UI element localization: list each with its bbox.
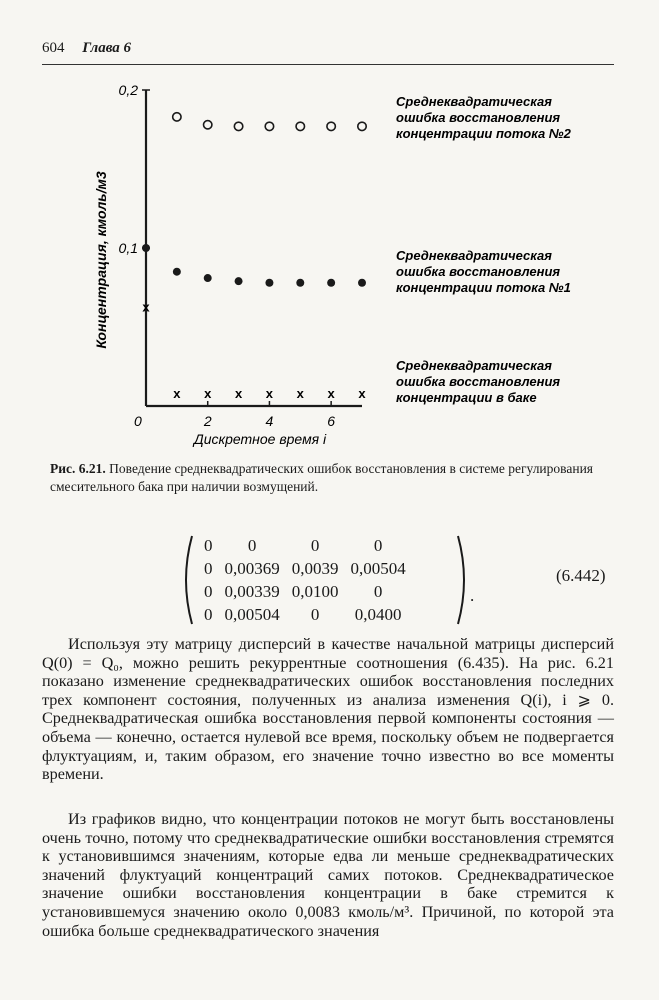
data-point-flow1 (296, 279, 304, 287)
matrix-cell: 0,00504 (350, 558, 406, 578)
matrix-cell: 0 (373, 535, 383, 555)
data-point-tank: x (234, 385, 243, 401)
y-tick-label: 0,2 (118, 82, 138, 98)
legend-line: Среднеквадратическая (396, 358, 552, 373)
data-point-flow2 (327, 122, 335, 130)
matrix-table (198, 534, 412, 626)
data-point-flow2 (173, 113, 181, 121)
matrix-cell: 0 (310, 535, 320, 555)
matrix-row (198, 534, 412, 557)
legend-line: концентрации потока №1 (396, 280, 571, 295)
data-point-tank: x (296, 385, 304, 401)
matrix-cell: 0,0400 (354, 604, 402, 624)
data-point-flow1 (327, 279, 335, 287)
data-point-flow1 (173, 268, 181, 276)
matrix-cell: 0 (247, 535, 257, 555)
data-point-tank: x (358, 385, 366, 401)
legend-line: ошибка восстановления (396, 264, 561, 279)
matrix-cell: 0,00369 (224, 558, 280, 578)
x-axis-label: Дискретное время i (193, 431, 327, 447)
page-header (42, 40, 131, 57)
data-point-flow2 (234, 122, 242, 130)
legend-line: ошибка восстановления (396, 374, 561, 389)
page-number: 604 (42, 40, 65, 56)
matrix-cell: 0 (204, 558, 213, 578)
data-point-tank: x (204, 385, 212, 401)
matrix-cell: 0,0039 (291, 558, 339, 578)
data-point-flow1 (204, 274, 212, 282)
data-point-flow1 (265, 279, 273, 287)
data-point-tank: x (173, 385, 181, 401)
variance-matrix (178, 534, 478, 626)
data-point-tank: x (265, 385, 274, 401)
matrix-row (198, 557, 412, 580)
matrix-row (198, 603, 412, 626)
data-point-tank: x (327, 385, 335, 401)
x-tick-label: 4 (265, 413, 274, 429)
y-tick-label: 0,1 (118, 240, 138, 256)
equation-number: (6.442) (556, 566, 606, 585)
legend-line: Среднеквадратическая (396, 94, 552, 109)
data-point-flow1 (235, 277, 243, 285)
matrix-cell: 0,0100 (291, 581, 339, 601)
caption-label: Рис. 6.21. (50, 461, 106, 476)
paragraph-1: Используя эту матрицу дисперсий в качестве начальной матрицы дисперсий Q(0) = Q₀, можно решить рекуррентные соотношения (6.435). На рис. 6.21 показано изменение среднеквадратических ошибок восстановления последних трех компонент состояния, полученных из анализа изменения Q(i), i ⩾ 0. Среднеквадратическая ошибка восстановления первой компоненты состояния — объема — конечно, остается нулевой все время, поскольку объем не подвергается флуктуациям, и, таким образом, его значение точно известно во все моменты времени. (42, 635, 614, 784)
matrix-cell: 0,00339 (224, 581, 280, 601)
matrix-cell: 0 (204, 581, 213, 601)
data-point-flow1 (358, 279, 366, 287)
figure-caption (50, 460, 610, 496)
legend-line: концентрации в баке (396, 390, 537, 405)
x-tick-label: 6 (327, 413, 336, 429)
matrix-trailing-dot: . (470, 586, 475, 605)
legend-line: концентрации потока №2 (396, 126, 571, 141)
data-point-tank: x (142, 299, 150, 315)
figure-6-21-chart (60, 78, 600, 450)
data-point-flow2 (204, 121, 212, 129)
matrix-cell: 0 (204, 604, 213, 624)
legend-line: Среднеквадратическая (396, 248, 552, 263)
matrix-cell: 0 (204, 535, 213, 555)
matrix-cell: 0 (373, 581, 383, 601)
legend-line: ошибка восстановления (396, 110, 561, 125)
matrix-row (198, 580, 412, 603)
header-rule (42, 64, 614, 65)
data-point-flow2 (296, 122, 304, 130)
y-axis-label: Концентрация, кмоль/м3 (93, 171, 109, 349)
chapter-title: Глава 6 (82, 40, 132, 56)
matrix-cell: 0 (310, 604, 320, 624)
caption-text: Поведение среднеквадратических ошибок восстановления в системе регулирования смесительного бака при наличии возмущений. (50, 461, 594, 494)
data-point-flow1 (142, 244, 150, 252)
paragraph-2: Из графиков видно, что концентрации потоков не могут быть восстановлены очень точно, потому что среднеквадратические ошибки восстановления стремятся к установившимся значениям, которые едва ли меньше среднеквадратических значений флуктуаций концентраций самих потоков. Среднеквадратическое значение ошибки восстановления концентрации в баке стремится к установившемуся значению около 0,0083 кмоль/м³. Причиной, по которой эта ошибка больше среднеквадратического значения (42, 810, 614, 940)
x-origin-label: 0 (134, 413, 142, 429)
matrix-cell: 0,00504 (224, 604, 280, 624)
data-point-flow2 (265, 122, 273, 130)
x-tick-label: 2 (203, 413, 212, 429)
data-point-flow2 (358, 122, 366, 130)
